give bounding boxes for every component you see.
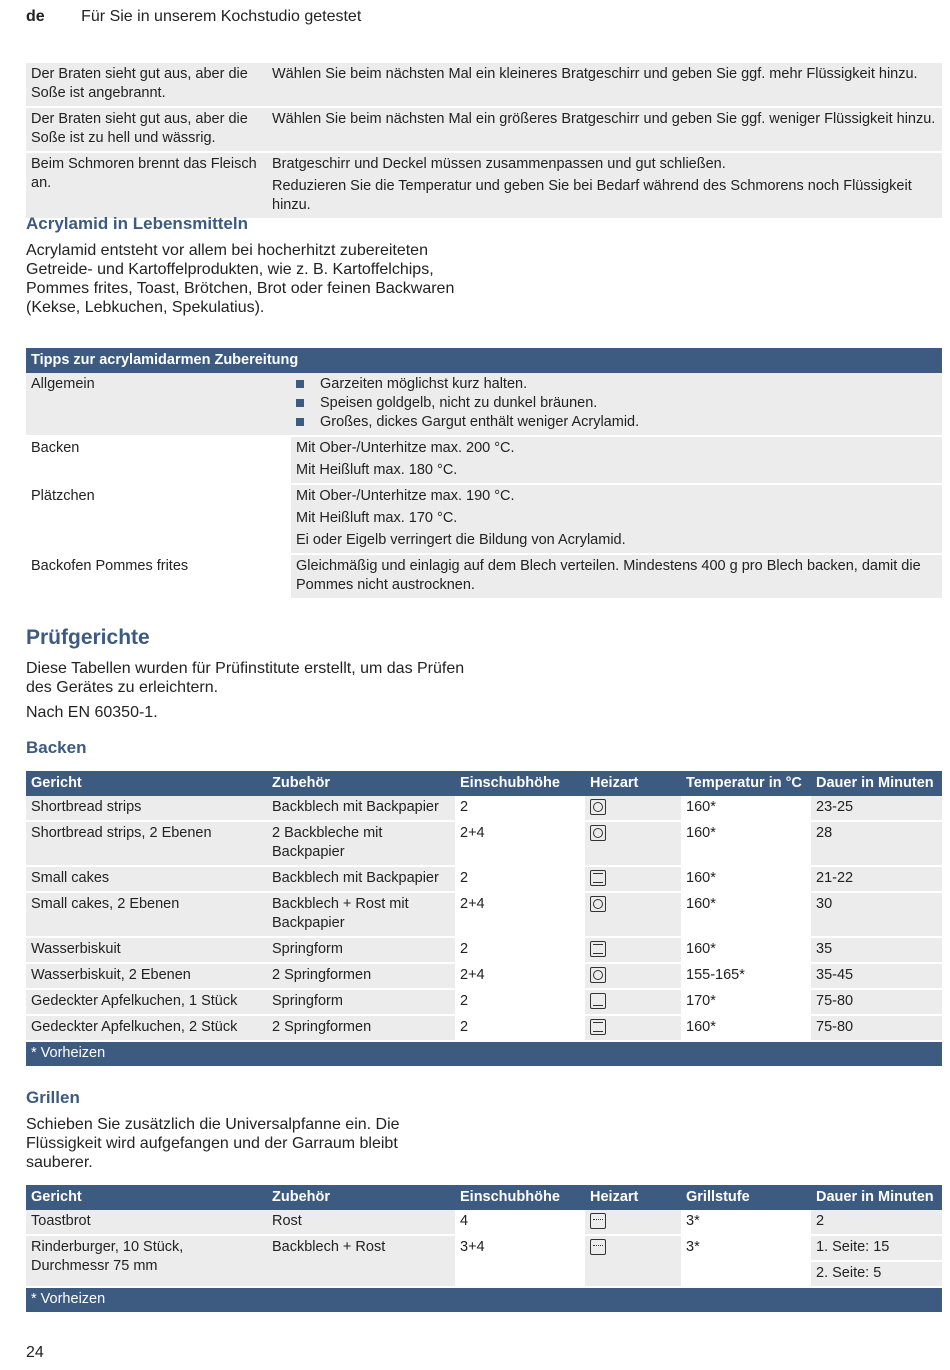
level-cell: 2+4 xyxy=(455,964,585,990)
temperature-cell: 160* xyxy=(681,867,811,893)
temperature-cell: 160* xyxy=(681,1016,811,1042)
table-row xyxy=(26,485,942,555)
accessory-cell: 2 Springformen xyxy=(267,964,455,990)
time-cell: 23-25 xyxy=(811,796,942,822)
table-row xyxy=(26,437,942,485)
grillen-heading: Grillen xyxy=(26,1088,80,1107)
tip-line: Mit Ober-/Unterhitze max. 200 °C. xyxy=(296,440,515,456)
grillen-table xyxy=(26,1185,942,1314)
level-cell: 3+4 xyxy=(455,1236,585,1288)
stage-cell: 3* xyxy=(681,1236,811,1288)
column-header: Temperatur in °C xyxy=(681,771,811,796)
time-cell: 1. Seite: 15 xyxy=(811,1236,942,1262)
fan-icon xyxy=(590,799,606,815)
time-cell: 2. Seite: 5 xyxy=(811,1262,942,1288)
table-row xyxy=(26,1210,942,1236)
column-header: Heizart xyxy=(585,771,681,796)
tip-content: Gleichmäßig und einlagig auf dem Blech verteilen. Mindestens 400 g pro Blech backen, damit die Pommes nicht austrocknen. xyxy=(291,555,942,600)
table-row xyxy=(26,153,942,220)
time-cell: 28 xyxy=(811,822,942,867)
temperature-cell: 170* xyxy=(681,990,811,1016)
acrylamid-tips-table xyxy=(26,348,942,600)
tip-label: Plätzchen xyxy=(26,485,291,555)
accessory-cell: 2 Springformen xyxy=(267,1016,455,1042)
time-cell: 30 xyxy=(811,893,942,938)
temperature-cell: 160* xyxy=(681,893,811,938)
tip-line: Ei oder Eigelb verringert die Bildung von Acrylamid. xyxy=(296,532,626,548)
column-header: Einschubhöhe xyxy=(455,771,585,796)
accessory-cell: Backblech + Rost xyxy=(267,1236,455,1288)
time-cell: 35-45 xyxy=(811,964,942,990)
heating-cell xyxy=(585,990,681,1016)
table-row xyxy=(26,822,942,867)
level-cell: 2 xyxy=(455,1016,585,1042)
acrylamid-heading: Acrylamid in Lebensmitteln xyxy=(26,214,248,233)
column-header: Zubehör xyxy=(267,1185,455,1210)
dish-cell: Shortbread strips xyxy=(26,796,267,822)
tip-line: Mit Heißluft max. 170 °C. xyxy=(296,510,458,526)
dish-cell: Gedeckter Apfelkuchen, 2 Stück xyxy=(26,1016,267,1042)
accessory-cell: Springform xyxy=(267,990,455,1016)
level-cell: 2 xyxy=(455,867,585,893)
dish-cell: Wasserbiskuit xyxy=(26,938,267,964)
temperature-cell: 160* xyxy=(681,938,811,964)
tip-line: Mit Heißluft max. 180 °C. xyxy=(296,462,458,478)
solution-cell: Wählen Sie beim nächsten Mal ein größeres Bratgeschirr und geben Sie ggf. weniger Flüssigkeit hinzu. xyxy=(267,108,942,153)
level-cell: 4 xyxy=(455,1210,585,1236)
dish-cell: Shortbread strips, 2 Ebenen xyxy=(26,822,267,867)
pruefgerichte-heading: Prüfgerichte xyxy=(26,626,150,649)
level-cell: 2+4 xyxy=(455,893,585,938)
tip-bullet: Speisen goldgelb, nicht zu dunkel bräunen. xyxy=(320,395,598,411)
table-row xyxy=(26,373,942,437)
level-cell: 2+4 xyxy=(455,822,585,867)
heating-cell xyxy=(585,938,681,964)
solution-cell xyxy=(267,153,942,220)
table-title: Tipps zur acrylamidarmen Zubereitung xyxy=(26,348,942,373)
time-cell: 21-22 xyxy=(811,867,942,893)
backen-heading: Backen xyxy=(26,738,87,757)
footnote: * Vorheizen xyxy=(26,1042,942,1068)
solution-line: Bratgeschirr und Deckel müssen zusammenpassen und gut schließen. xyxy=(272,156,726,172)
norm-text: Nach EN 60350-1. xyxy=(26,704,158,721)
dish-cell: Wasserbiskuit, 2 Ebenen xyxy=(26,964,267,990)
dish-cell: Small cakes xyxy=(26,867,267,893)
dish-cell: Rinderburger, 10 Stück, Durchmessr 75 mm xyxy=(26,1236,267,1288)
level-cell: 2 xyxy=(455,796,585,822)
solution-cell: Wählen Sie beim nächsten Mal ein kleineres Bratgeschirr und geben Sie ggf. mehr Flüssigkeit hinzu. xyxy=(267,63,942,108)
time-cell: 2 xyxy=(811,1210,942,1236)
heating-cell xyxy=(585,1016,681,1042)
column-header: Grillstufe xyxy=(681,1185,811,1210)
tip-content xyxy=(291,485,942,555)
dish-cell: Small cakes, 2 Ebenen xyxy=(26,893,267,938)
tip-label: Backofen Pommes frites xyxy=(26,555,291,600)
top-bottom-heat-icon xyxy=(590,941,606,957)
table-row xyxy=(26,1236,942,1262)
problem-cell: Der Braten sieht gut aus, aber die Soße ist angebrannt. xyxy=(26,63,267,108)
heating-cell xyxy=(585,1236,681,1288)
temperature-cell: 160* xyxy=(681,822,811,867)
problem-cell: Der Braten sieht gut aus, aber die Soße ist zu hell und wässrig. xyxy=(26,108,267,153)
temperature-cell: 160* xyxy=(681,796,811,822)
table-row xyxy=(26,108,942,153)
heating-cell xyxy=(585,822,681,867)
heating-cell xyxy=(585,1210,681,1236)
table-row xyxy=(26,990,942,1016)
column-header: Einschubhöhe xyxy=(455,1185,585,1210)
accessory-cell: Backblech mit Backpapier xyxy=(267,796,455,822)
troubleshooting-table xyxy=(26,63,942,220)
page-header xyxy=(26,8,361,26)
column-header: Zubehör xyxy=(267,771,455,796)
bullet-icon xyxy=(296,399,304,407)
bottom-heat-icon xyxy=(590,993,606,1009)
column-header: Heizart xyxy=(585,1185,681,1210)
pruefgerichte-text: Diese Tabellen wurden für Prüfinstitute erstellt, um das Prüfen des Gerätes zu erleichtern. xyxy=(26,660,465,696)
tip-line: Mit Ober-/Unterhitze max. 190 °C. xyxy=(296,488,515,504)
time-cell: 75-80 xyxy=(811,1016,942,1042)
temperature-cell: 155-165* xyxy=(681,964,811,990)
backen-table xyxy=(26,771,942,1068)
tip-bullet: Garzeiten möglichst kurz halten. xyxy=(320,376,528,392)
bullet-icon xyxy=(296,418,304,426)
accessory-cell: Rost xyxy=(267,1210,455,1236)
accessory-cell: 2 Backbleche mit Backpapier xyxy=(267,822,455,867)
problem-cell: Beim Schmoren brennt das Fleisch an. xyxy=(26,153,267,220)
bullet-icon xyxy=(296,380,304,388)
table-row xyxy=(26,796,942,822)
heating-cell xyxy=(585,893,681,938)
top-bottom-heat-icon xyxy=(590,870,606,886)
heating-cell xyxy=(585,964,681,990)
dish-cell: Gedeckter Apfelkuchen, 1 Stück xyxy=(26,990,267,1016)
fan-icon xyxy=(590,967,606,983)
table-row xyxy=(26,63,942,108)
column-header: Gericht xyxy=(26,771,267,796)
time-cell: 35 xyxy=(811,938,942,964)
table-row xyxy=(26,555,942,600)
tip-label: Backen xyxy=(26,437,291,485)
page-number: 24 xyxy=(26,1344,44,1361)
stage-cell: 3* xyxy=(681,1210,811,1236)
accessory-cell: Backblech mit Backpapier xyxy=(267,867,455,893)
header-title: Für Sie in unserem Kochstudio getestet xyxy=(81,8,362,25)
table-row xyxy=(26,893,942,938)
level-cell: 2 xyxy=(455,938,585,964)
tip-label: Allgemein xyxy=(26,373,291,437)
column-header: Dauer in Minuten xyxy=(811,771,942,796)
accessory-cell: Springform xyxy=(267,938,455,964)
dish-cell: Toastbrot xyxy=(26,1210,267,1236)
grill-icon xyxy=(590,1213,606,1229)
tip-bullet: Großes, dickes Gargut enthält weniger Acrylamid. xyxy=(320,414,640,430)
heating-cell xyxy=(585,867,681,893)
footnote: * Vorheizen xyxy=(26,1288,942,1314)
table-row xyxy=(26,938,942,964)
accessory-cell: Backblech + Rost mit Backpapier xyxy=(267,893,455,938)
grillen-text: Schieben Sie zusätzlich die Universalpfanne ein. Die Flüssigkeit wird aufgefangen und der Garraum bleibt sauberer. xyxy=(26,1116,400,1171)
solution-line: Reduzieren Sie die Temperatur und geben Sie bei Bedarf während des Schmorens noch Flüssigkeit hinzu. xyxy=(272,178,912,213)
top-bottom-heat-icon xyxy=(590,1019,606,1035)
tip-content xyxy=(291,373,942,437)
table-row xyxy=(26,867,942,893)
time-cell: 75-80 xyxy=(811,990,942,1016)
acrylamid-text: Acrylamid entsteht vor allem bei hocherhitzt zubereiteten Getreide- und Kartoffelprodukten, wie z. B. Kartoffelchips, Pommes frites, Toast, Brötchen, Brot oder feinen Backwaren (Kekse, Lebkuchen, Spekulatius). xyxy=(26,242,455,316)
table-row xyxy=(26,1016,942,1042)
fan-icon xyxy=(590,825,606,841)
column-header: Dauer in Minuten xyxy=(811,1185,942,1210)
grill-icon xyxy=(590,1239,606,1255)
fan-icon xyxy=(590,896,606,912)
heating-cell xyxy=(585,796,681,822)
column-header: Gericht xyxy=(26,1185,267,1210)
tip-content xyxy=(291,437,942,485)
table-row xyxy=(26,964,942,990)
language-code: de xyxy=(26,8,45,25)
level-cell: 2 xyxy=(455,990,585,1016)
